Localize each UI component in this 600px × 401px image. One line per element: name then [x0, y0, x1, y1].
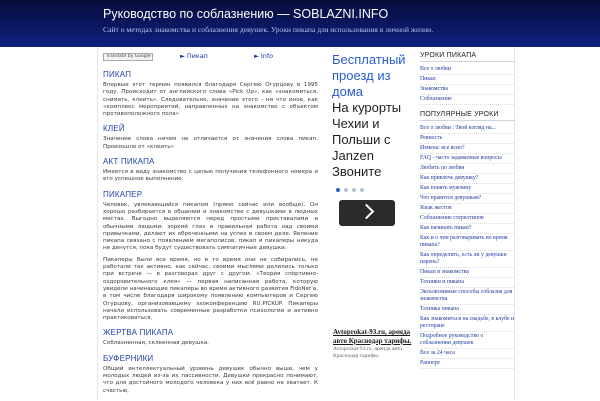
site-title[interactable]: Руководство по соблазнению — SOBLAZNI.INFO	[103, 7, 389, 21]
ad-dot-active[interactable]	[336, 188, 340, 192]
sidebar-link[interactable]: Как определить, есть ли у девушки парень?	[420, 251, 515, 268]
ad-headline[interactable]: Бесплатный проезд из дома	[332, 52, 406, 99]
ad-footer[interactable]	[333, 328, 413, 360]
arrow-right-icon: ►	[180, 52, 185, 60]
entry-text: Человек, увлекающийся пикапом (прямо сейчас или вообще). Он хорошо разбирается в общении и знакомстве с девушками в людных местах. Выгодно выделяются перед простыми приставалами и обычными людьми: зоркий глаз и правильная работа над своими привычками, делают их обреченными на успех в своем деле. Явление пикапа связано с появлением мегаполисов, пикап и пикаперы никуда не денутся, пока будут существовать симпатичные девушки.	[103, 201, 318, 252]
site-tagline: Сайт о методах знакомства и соблазнения девушек. Уроки пикапа для использования в личной жизни.	[103, 25, 434, 34]
sidebar-link[interactable]: Знакомства	[420, 85, 515, 95]
entry-text: Значение слова ничем не отличается от значения слова пикап. Произошло от «клеить»	[103, 136, 318, 150]
sidebar-link[interactable]: Все о любви	[420, 65, 515, 75]
widget-title: УРОКИ ПИКАПА	[420, 52, 515, 62]
toolbar	[103, 52, 318, 64]
entry-text: Имеется в виду знакомство с целью получения телефонного номера и его успешное выполнение.	[103, 169, 318, 183]
ad-dot[interactable]	[360, 188, 364, 192]
sidebar-link[interactable]: Техника пикапа	[420, 305, 515, 315]
entry-text: Пикаперы были все время, но в то время они не собирались, не работали так активно, как сейчас, своими мыслями делились только при встрече — в разговорах друг с другом. «Теория спортивно-оздоровительного клея» — первая написанная работа, которую увидели начинающие пикаперы во время активного развития FidoNet'а, в том числе благодаря широкому появлению компьютеров и Сергею Огурцову, организовавшему эхоконференцию RU.PICKUP. Пикаперы начали использовать современные разработки психологии и активно практиковаться.	[103, 256, 318, 322]
entry-akt-pikapa	[103, 157, 318, 184]
sidebar-link[interactable]: Все о любви : Твой взгляд на...	[420, 124, 515, 134]
sidebar-link[interactable]: Как начинать пикап?	[420, 224, 515, 234]
entry-text: Впервые этот термин появился благодаря Сергею Огурцову в 1995 году. Происходит от английского слова «Pick Up», как «знакомиться, снимать, клеить». Следовательно, значение этого - ни что иное, как «комплекс мероприятий, направленных на знакомство с объектом противоположного пола»	[103, 82, 318, 118]
ad-block[interactable]	[332, 52, 404, 226]
google-translate-widget[interactable]: Translate by Google	[103, 53, 153, 61]
sidebar-link[interactable]: Как знакомиться на свадьбе, в клубе и ресторане	[420, 315, 515, 332]
entry-title: ЖЕРТВА ПИКАПА	[103, 328, 174, 338]
widget-popular	[420, 111, 515, 369]
entry-title: АКТ ПИКАПА	[103, 157, 155, 167]
sidebar-link[interactable]: Язык жестов	[420, 204, 515, 214]
ad-dot[interactable]	[352, 188, 356, 192]
ad-next-button[interactable]	[339, 200, 395, 226]
entry-klei	[103, 124, 318, 151]
sidebar-link[interactable]: Эксклюзивные способы соблазна для знакомства	[420, 288, 515, 305]
sidebar-link[interactable]: Измена: все ясно?	[420, 144, 515, 154]
nav-link-label: Пикап	[186, 52, 208, 60]
entry-text: Соблазненная, склеенная девушка.	[103, 340, 209, 347]
sidebar-link[interactable]: Как понять мужчину	[420, 184, 515, 194]
widget-title: ПОПУЛЯРНЫЕ УРОКИ	[420, 111, 515, 121]
entry-pikap	[103, 70, 318, 118]
sidebar-link[interactable]: FAQ - часто задаваемые вопросы	[420, 154, 515, 164]
sidebar-link[interactable]: Соблазнение стереотипов	[420, 214, 515, 224]
sidebar-link[interactable]: Ревность	[420, 134, 515, 144]
sidebar-link[interactable]: Любить по любви	[420, 164, 515, 174]
sidebar-link[interactable]: Как привлечь девушку?	[420, 174, 515, 184]
sidebar-link[interactable]: Техники и пикапа	[420, 278, 515, 288]
arrow-right-icon: ►	[254, 52, 259, 60]
entry-zhertva	[103, 328, 318, 347]
entry-title: ПИКАП	[103, 70, 132, 79]
site-header	[0, 0, 600, 47]
sidebar	[420, 52, 515, 375]
main-content	[103, 52, 318, 401]
sidebar-link[interactable]: Пикап и знакомства	[420, 268, 515, 278]
sidebar-link[interactable]: Как и о чем разговаривать во время пикапа?	[420, 234, 515, 251]
entry-bufferniki	[103, 354, 318, 395]
sidebar-link[interactable]: Все за 24 часа	[420, 349, 515, 359]
sidebar-link[interactable]: Подробное руководство о соблазнении девушек	[420, 332, 515, 349]
nav-link-info[interactable]	[254, 52, 273, 60]
widget-list	[420, 65, 515, 105]
ad-pagination	[332, 188, 404, 194]
entry-title: ПИКАПЕР	[103, 189, 143, 199]
ad-dot[interactable]	[344, 188, 348, 192]
entry-title: КЛЕЙ	[103, 124, 125, 134]
chevron-right-icon	[359, 204, 375, 220]
sidebar-link[interactable]: Соблазнение	[420, 95, 515, 105]
ad-footer-link[interactable]: Avtoprokat-93.ru, аренда авто Краснодар тарифы.	[333, 328, 412, 345]
nav-link-label: Info	[260, 52, 274, 60]
ad-text[interactable]	[332, 52, 404, 180]
sidebar-link[interactable]: Раппорт	[420, 359, 515, 369]
sidebar-link[interactable]: Пикап	[420, 75, 515, 85]
entry-pikaper	[103, 190, 318, 323]
entry-title: БУФЕРНИКИ	[103, 353, 154, 363]
nav-link-pikap[interactable]	[180, 52, 208, 60]
widget-lessons	[420, 52, 515, 105]
ad-subline[interactable]: На курорты Чехии и Польши с Janzen Звоните	[332, 100, 402, 179]
sidebar-link[interactable]: Что нравится девушкам?	[420, 194, 515, 204]
widget-list	[420, 124, 515, 369]
ad-footer-text: Avtoprokat-93.ru, аренда авто Краснодар тарифы.	[333, 346, 403, 359]
entry-text: Общий интеллектуальный уровень девушек обычно выше, чем у молодых людей из-за их пассивности. Девушки прекрасно понимают, что для достойного молодого человека у них всё равно не хватает. К счастью,	[103, 365, 318, 394]
